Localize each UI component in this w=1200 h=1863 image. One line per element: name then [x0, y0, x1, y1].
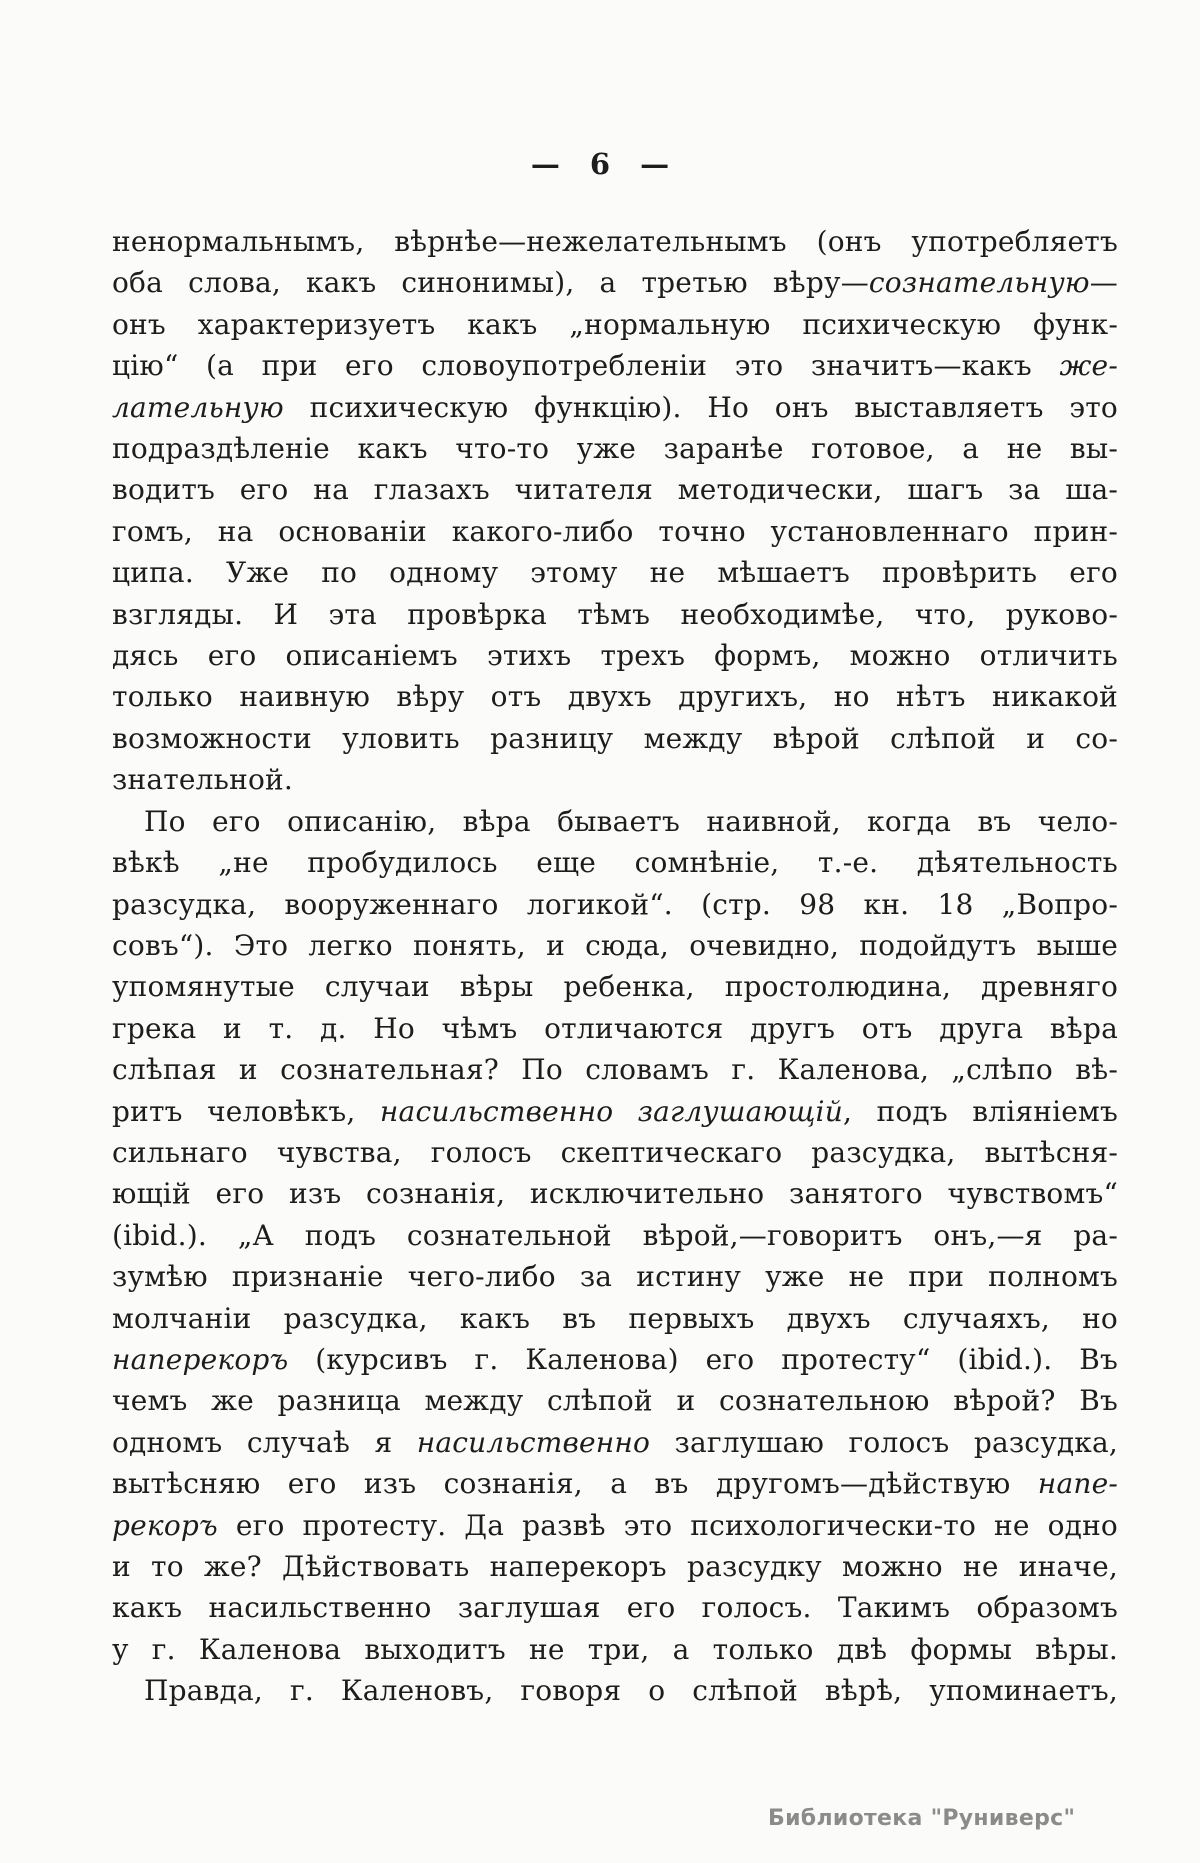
- text-run: Правда, г. Каленовъ, говоря о слѣпой вѣрѣ, упоминаетъ,: [144, 1674, 1118, 1708]
- text-line: [112, 1256, 1118, 1297]
- text-line: [112, 1463, 1118, 1504]
- text-line: [112, 594, 1118, 635]
- text-line: [112, 842, 1118, 883]
- text-run: ритъ человѣкъ,: [112, 1094, 380, 1128]
- italic-text-run: сознательную: [868, 266, 1090, 300]
- text-line: [112, 1008, 1118, 1049]
- text-run: грека и т. д. Но чѣмъ отличаются другъ отъ друга вѣра: [112, 1011, 1118, 1045]
- text-run: гомъ, на основаніи какого-либо точно установленнаго прин-: [112, 514, 1118, 548]
- text-run: молчаніи разсудка, какъ въ первыхъ двухъ случаяхъ, но: [112, 1301, 1118, 1335]
- text-run: дясь его описаніемъ этихъ трехъ формъ, можно отличить: [112, 639, 1118, 673]
- text-line: [112, 1505, 1118, 1546]
- text-run: , подъ вліяніемъ: [842, 1094, 1118, 1128]
- text-line: [112, 635, 1118, 676]
- italic-text-run: рекоръ: [112, 1508, 218, 1542]
- text-run: возможности уловить разницу между вѣрой слѣпой и со-: [112, 721, 1118, 755]
- text-run: (курсивъ г. Каленова) его протесту“ (ibid.). Въ: [288, 1342, 1118, 1376]
- text-run: цію“ (а при его словоупотребленіи это значитъ—какъ: [112, 349, 1060, 383]
- text-line: [112, 884, 1118, 925]
- text-run: его протесту. Да развѣ это психологически-то не одно: [217, 1508, 1118, 1542]
- text-line: [112, 221, 1118, 262]
- text-line: [112, 511, 1118, 552]
- text-line: [112, 1629, 1118, 1670]
- text-run: упомянутые случаи вѣры ребенка, простолюдина, древняго: [112, 970, 1118, 1004]
- text-line: [112, 1339, 1118, 1380]
- text-run: какъ насильственно заглушая его голосъ. Такимъ образомъ: [112, 1591, 1118, 1625]
- text-run: —: [1089, 266, 1118, 300]
- text-run: только наивную вѣру отъ двухъ другихъ, но нѣтъ никакой: [112, 680, 1118, 714]
- italic-text-run: наперекоръ: [112, 1342, 289, 1376]
- text-line: [112, 1422, 1118, 1463]
- text-run: совъ“). Это легко понять, и сюда, очевидно, подойдутъ выше: [112, 928, 1118, 962]
- text-line: [112, 801, 1118, 842]
- text-line: [112, 1546, 1118, 1587]
- text-run: зумѣю признаніе чего-либо за истину уже не при полномъ: [112, 1260, 1118, 1294]
- text-run: заглушаю голосъ разсудка,: [650, 1425, 1119, 1459]
- italic-text-run: насильственно заглушающій: [379, 1094, 843, 1128]
- text-run: одномъ случаѣ я: [112, 1425, 417, 1459]
- text-run: оба слова, какъ синонимы), а третью вѣру—: [112, 266, 869, 300]
- text-line: [112, 1380, 1118, 1421]
- italic-text-run: же-: [1059, 349, 1118, 383]
- text-line: [112, 1670, 1118, 1711]
- text-run: у г. Каленова выходитъ не три, а только двѣ формы вѣры.: [112, 1632, 1118, 1666]
- text-run: водитъ его на глазахъ читателя методически, шагъ за ша-: [112, 473, 1118, 507]
- text-line: [112, 387, 1118, 428]
- text-line: [112, 304, 1118, 345]
- text-line: [112, 262, 1118, 303]
- text-line: [112, 925, 1118, 966]
- text-line: [112, 759, 1118, 800]
- text-run: вытѣсняю его изъ сознанія, а въ другомъ—дѣйствую: [112, 1467, 1038, 1501]
- text-line: [112, 966, 1118, 1007]
- text-line: [112, 428, 1118, 469]
- text-run: слѣпая и сознательная? По словамъ г. Каленова, „слѣпо вѣ-: [112, 1053, 1118, 1087]
- text-run: взгляды. И эта провѣрка тѣмъ необходимѣе, что, руково-: [112, 597, 1118, 631]
- text-run: ненормальнымъ, вѣрнѣе—нежелательнымъ (онъ употребляетъ: [112, 225, 1118, 258]
- text-run: сильнаго чувства, голосъ скептическаго разсудка, вытѣсня-: [112, 1135, 1118, 1169]
- library-watermark: Библиотека "Руниверс": [768, 1806, 1076, 1831]
- text-line: [112, 469, 1118, 510]
- text-line: [112, 552, 1118, 593]
- text-run: чемъ же разница между слѣпой и сознательною вѣрой? Въ: [112, 1384, 1118, 1418]
- text-run: знательной.: [112, 763, 294, 797]
- italic-text-run: лательную: [112, 390, 284, 424]
- text-line: [112, 718, 1118, 759]
- italic-text-run: насильственно: [416, 1425, 651, 1459]
- text-line: [112, 676, 1118, 717]
- text-line: [112, 1298, 1118, 1339]
- page-number: — 6 —: [530, 147, 670, 181]
- text-run: подраздѣленіе какъ что-то уже заранѣе готовое, а не вы-: [112, 432, 1118, 466]
- text-run: вѣкѣ „не пробудилось еще сомнѣніе, т.-е. дѣятельность: [112, 846, 1118, 880]
- text-line: [112, 1587, 1118, 1628]
- text-line: [112, 1132, 1118, 1173]
- text-line: [112, 345, 1118, 386]
- text-line: [112, 1091, 1118, 1132]
- text-run: ющій его изъ сознанія, исключительно занятого чувствомъ“: [112, 1177, 1118, 1211]
- text-line: [112, 1215, 1118, 1256]
- text-run: По его описанію, вѣра бываетъ наивной, когда въ чело-: [144, 804, 1118, 838]
- body-text: [112, 221, 1118, 1712]
- text-line: [112, 1049, 1118, 1090]
- text-line: [112, 1173, 1118, 1214]
- text-run: ципа. Уже по одному этому не мѣшаетъ провѣрить его: [112, 556, 1118, 590]
- text-run: психическую функцію). Но онъ выставляетъ это: [283, 390, 1118, 424]
- text-run: (ibid.). „А подъ сознательной вѣрой,—говоритъ онъ,—я ра-: [112, 1218, 1118, 1252]
- text-run: и то же? Дѣйствовать наперекоръ разсудку можно не иначе,: [112, 1550, 1118, 1583]
- text-run: онъ характеризуетъ какъ „нормальную психическую функ-: [112, 307, 1118, 341]
- text-run: разсудка, вооруженнаго логикой“. (стр. 98 кн. 18 „Вопро-: [112, 887, 1118, 921]
- italic-text-run: напе-: [1037, 1467, 1118, 1501]
